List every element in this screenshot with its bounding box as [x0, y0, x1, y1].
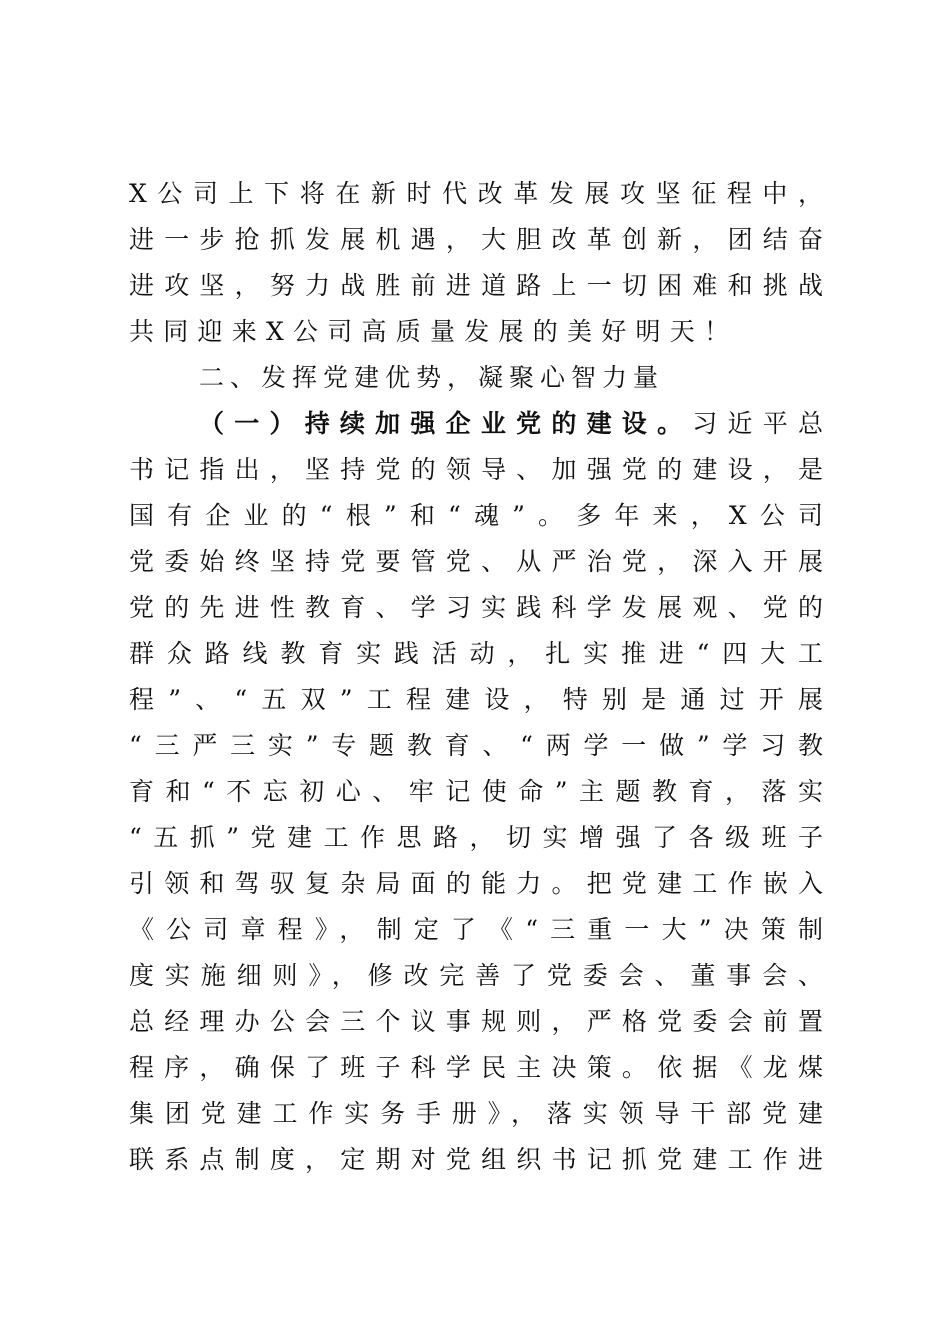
- subsection-first-line-rest: 习近平总: [692, 409, 823, 438]
- text-line: 程序，确保了班子科学民主决策。依据《龙煤: [129, 1053, 823, 1082]
- text-line: “五抓”党建工作思路，切实增强了各级班子: [129, 823, 823, 852]
- text-line: 联系点制度，定期对党组织书记抓党建工作进: [129, 1145, 823, 1174]
- text-line: 引领和驾驭复杂局面的能力。把党建工作嵌入: [129, 869, 823, 898]
- text-line: 群众路线教育实践活动，扎实推进“四大工: [129, 639, 823, 668]
- text-line: 共同迎来X公司高质量发展的美好明天！: [129, 317, 729, 346]
- text-line: 国有企业的“根”和“魂”。多年来，X公司: [129, 501, 823, 530]
- text-line: 书记指出，坚持党的领导、加强党的建设，是: [129, 455, 823, 484]
- text-line: 度实施细则》，修改完善了党委会、董事会、: [129, 961, 823, 990]
- text-line: X公司上下将在新时代改革发展攻坚征程中，: [129, 179, 823, 208]
- subsection-title: （一）持续加强企业党的建设。: [199, 409, 693, 438]
- text-line: 进一步抢抓发展机遇，大胆改革创新，团结奋: [129, 225, 823, 254]
- text-line: 总经理办公会三个议事规则，严格党委会前置: [129, 1007, 823, 1036]
- text-line: 《公司章程》，制定了《“三重一大”决策制: [129, 915, 823, 944]
- subsection-first-line: [129, 404, 823, 444]
- section-heading: 二、发挥党建优势，凝聚心智力量: [199, 363, 665, 392]
- text-line: 集团党建工作实务手册》，落实领导干部党建: [129, 1099, 823, 1128]
- text-line: 党委始终坚持党要管党、从严治党，深入开展: [129, 547, 823, 576]
- text-line: 育和“不忘初心、牢记使命”主题教育，落实: [129, 777, 823, 806]
- text-line: 进攻坚，努力战胜前进道路上一切困难和挑战: [129, 271, 823, 300]
- text-line: 程”、“五双”工程建设，特别是通过开展: [129, 685, 823, 714]
- text-line: 党的先进性教育、学习实践科学发展观、党的: [129, 593, 823, 622]
- text-line: “三严三实”专题教育、“两学一做”学习教: [129, 731, 823, 760]
